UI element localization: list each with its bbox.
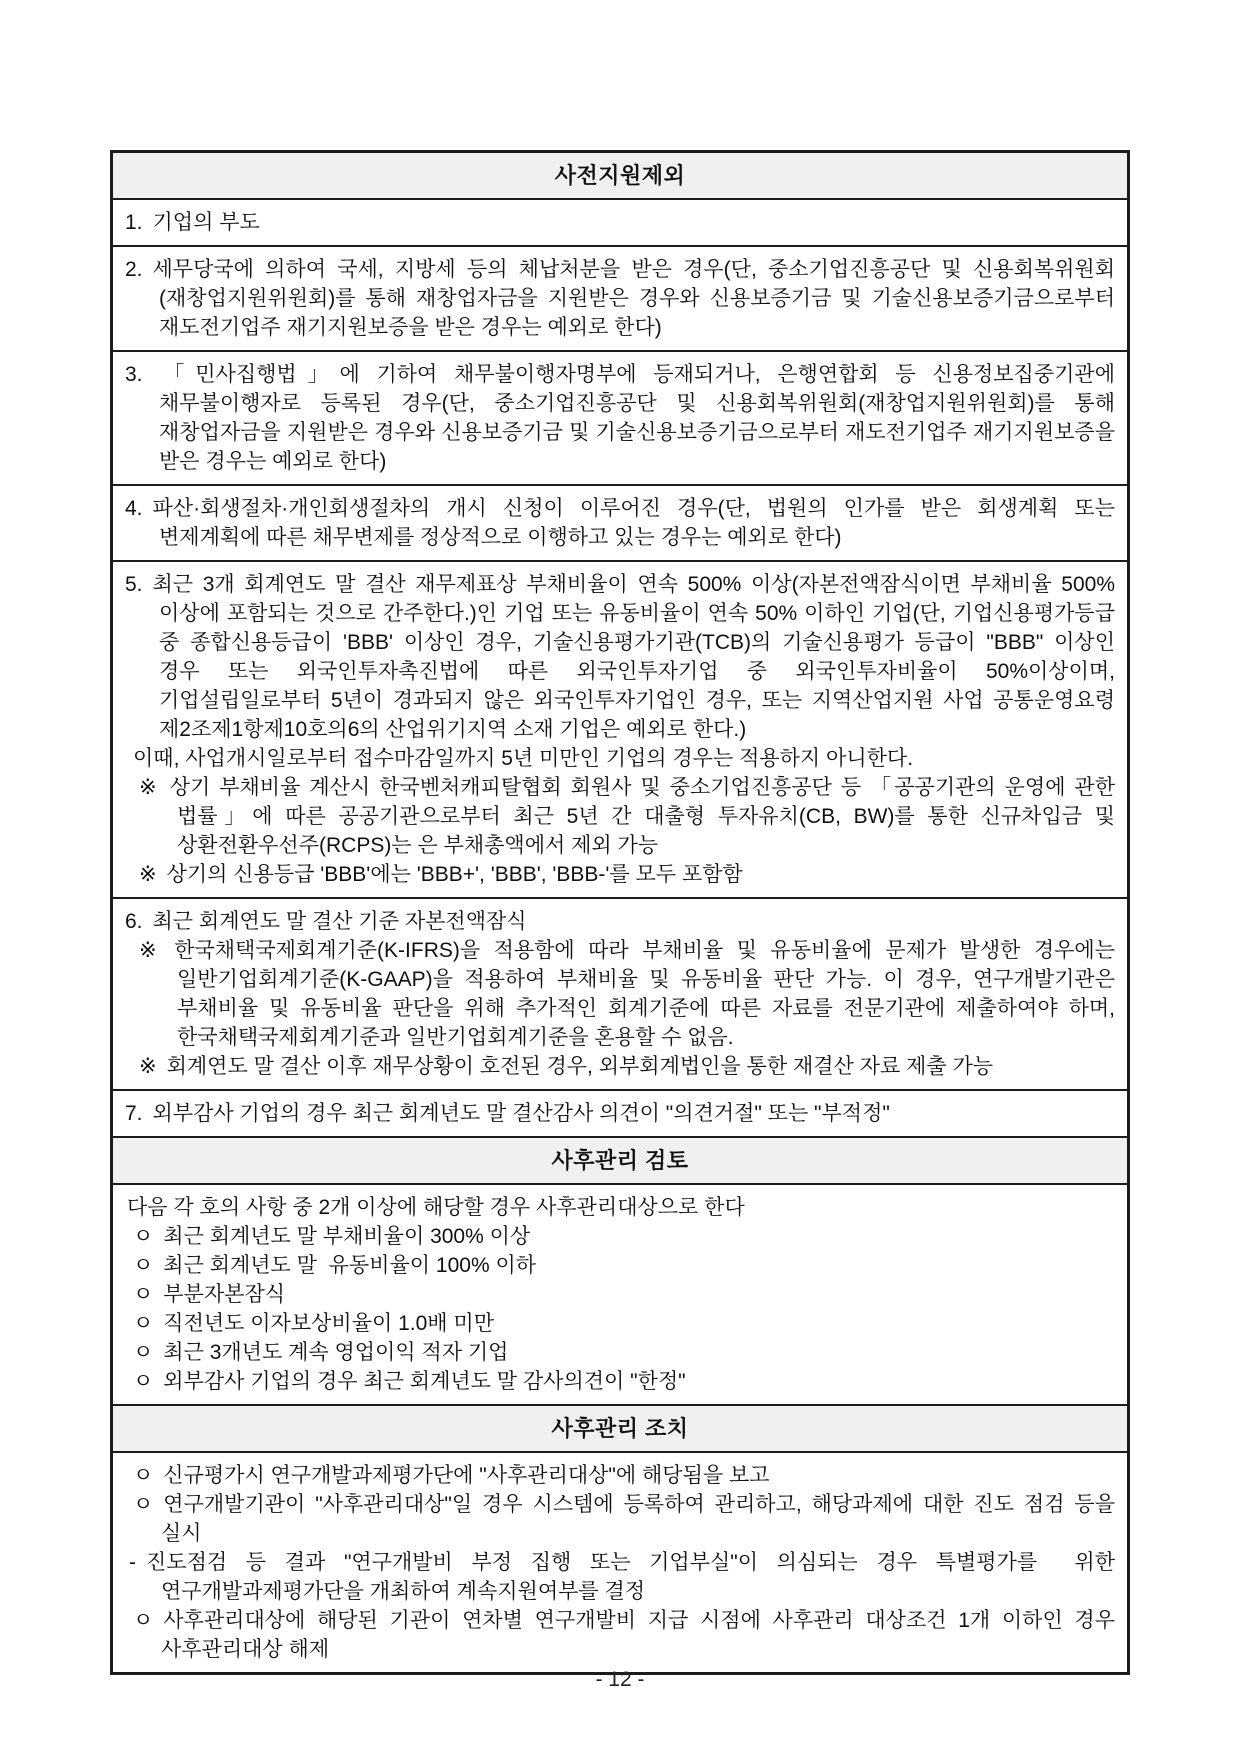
paragraph-marker: ㅇ [133,1370,154,1393]
section-header: 사전지원제외 [113,153,1127,200]
paragraph-marker: ㅇ [133,1225,154,1248]
paragraph-marker: ㅇ [133,1464,154,1487]
paragraph-text: 최근 회계연도 말 결산 기준 자본전액잠식 [152,910,527,933]
paragraph-text: 최근 회계년도 말 유동비율이 100% 이하 [163,1254,537,1277]
paragraph-text: 「민사집행법」에 기하여 채무불이행자명부에 등재되거나, 은행연합회 등 신용정보집중기관에 채무불이행자로 등록된 경우(단, 중소기업진흥공단 및 신용회복위원회(재창업지원위원회)를 통해 재창업자금을 지원받은 경우와 신용보증기금 및 기술신용보증기금으로부터 재도전기업주 재기지원보증을 받은 경우는 예외로 한다) [152,363,1115,473]
paragraph-marker: ※ [139,776,160,799]
section-header: 사후관리 검토 [113,1138,1127,1185]
paragraph [125,1222,1115,1251]
table-row [113,899,1127,1091]
table-row [113,486,1127,562]
table-row [113,1185,1127,1406]
paragraph-text: 연구개발기관이 "사후관리대상"일 경우 시스템에 등록하여 관리하고, 해당과제에 대한 진도 점검 등을 실시 [161,1493,1115,1545]
paragraph-marker: 3. [125,363,143,386]
paragraph-marker: ㅇ [133,1493,154,1516]
paragraph-text: 한국채택국제회계기준(K-IFRS)을 적용함에 따라 부채비율 및 유동비율에 문제가 발생한 경우에는 일반기업회계기준(K-GAAP)을 적용하여 부채비율 및 유동비율 판단 가능. 이 경우, 연구개발기관은 부채비율 및 유동비율 판단을 위해 추가적인 회계기준에 따른 자료를 전문기관에 제출하여야 하며, 한국채택국제회계기준과 일반기업회계기준을 혼용할 수 없음. [174,939,1115,1049]
paragraph [125,773,1115,860]
paragraph-text: 최근 회계년도 말 부채비율이 300% 이상 [163,1225,531,1248]
paragraph-text: 상기 부채비율 계산시 한국벤처캐피탈협회 회원사 및 중소기업진흥공단 등 「공공기관의 운영에 관한 법률」에 따른 공공기관으로부터 최근 5년 간 대출형 투자유치(CB, BW)를 통한 신규차입금 및 상환전환우선주(RCPS)는 은 부채총액에서 제외 가능 [169,776,1115,857]
paragraph [125,1193,1115,1222]
paragraph [125,1052,1115,1081]
paragraph [125,1309,1115,1338]
paragraph [125,744,1115,773]
paragraph-marker: ※ [139,1055,157,1078]
paragraph [125,860,1115,889]
page-number: - 12 - [595,1668,645,1691]
paragraph [125,1099,1115,1128]
paragraph-marker: ㅇ [133,1254,154,1277]
paragraph-text: 진도점검 등 결과 "연구개발비 부정 집행 또는 기업부실"이 의심되는 경우 특별평가를 위한 연구개발과제평가단을 개최하여 계속지원여부를 결정 [146,1551,1115,1603]
paragraph-text: 상기의 신용등급 'BBB'에는 'BBB+', 'BBB', 'BBB-'를 모두 포함함 [166,863,743,886]
table-row [113,352,1127,486]
paragraph [125,1490,1115,1548]
paragraph [125,255,1115,342]
paragraph-marker: 4. [125,497,143,520]
paragraph [125,936,1115,1052]
paragraph-text: 다음 각 호의 사항 중 2개 이상에 해당할 경우 사후관리대상으로 한다 [127,1196,745,1219]
paragraph-text: 파산·회생절차·개인회생절차의 개시 신청이 이루어진 경우(단, 법원의 인가를 받은 회생계획 또는 변제계획에 따른 채무변제를 정상적으로 이행하고 있는 경우는 예외로 한다) [152,497,1115,549]
paragraph-marker: ㅇ [133,1283,154,1306]
paragraph-marker: 7. [125,1102,143,1125]
paragraph [125,208,1115,237]
table-row [113,562,1127,899]
paragraph [125,1367,1115,1396]
paragraph-marker: 5. [125,573,143,596]
paragraph [125,1338,1115,1367]
paragraph-text: 최근 3개 회계연도 말 결산 재무제표상 부채비율이 연속 500% 이상(자본전액잠식이면 부채비율 500% 이상에 포함되는 것으로 간주한다.)인 기업 또는 유동비율이 연속 50% 이하인 기업(단, 기업신용평가등급 중 종합신용등급이 'BBB' 이상인 경우, 기술신용평가기관(TCB)의 기술신용평가 등급이 "BBB" 이상인 경우 또는 외국인투자촉진법에 따른 외국인투자기업 중 외국인투자비율이 50%이상이며, 기업설립일로부터 5년이 경과되지 않은 외국인투자기업인 경우, 또는 지역산업지원 사업 공통운영요령 제2조제1항제10호의6의 산업위기지역 소재 기업은 예외로 한다.) [152,573,1115,741]
paragraph [125,1606,1115,1664]
paragraph-marker: ㅇ [133,1609,154,1632]
paragraph-text: 회계연도 말 결산 이후 재무상황이 호전된 경우, 외부회계법인을 통한 재결산 자료 제출 가능 [166,1055,994,1078]
paragraph-marker: - [129,1551,136,1574]
paragraph-text: 외부감사 기업의 경우 최근 회계년도 말 감사의견이 "한정" [163,1370,686,1393]
paragraph-text: 직전년도 이자보상비율이 1.0배 미만 [163,1312,494,1335]
paragraph-text: 기업의 부도 [152,211,260,234]
paragraph-marker: ※ [139,863,157,886]
paragraph-marker: ※ [139,939,165,962]
paragraph-marker: 6. [125,910,143,933]
paragraph-marker: 2. [125,258,143,281]
table-row [113,247,1127,352]
paragraph-text: 부분자본잠식 [163,1283,286,1306]
paragraph-marker: 1. [125,211,143,234]
paragraph-marker: ㅇ [133,1341,154,1364]
paragraph [125,1548,1115,1606]
section-header: 사후관리 조치 [113,1406,1127,1453]
doc-table [110,150,1130,1675]
table-row [113,200,1127,247]
paragraph-text: 세무당국에 의하여 국세, 지방세 등의 체납처분을 받은 경우(단, 중소기업진흥공단 및 신용회복위원회(재창업지원위원회)를 통해 재창업자금을 지원받은 경우와 신용보증기금 및 기술신용보증기금으로부터 재도전기업주 재기지원보증을 받은 경우는 예외로 한다) [152,258,1115,339]
paragraph [125,907,1115,936]
table-row [113,1453,1127,1672]
paragraph [125,1280,1115,1309]
paragraph [125,494,1115,552]
paragraph [125,360,1115,476]
paragraph-text: 이때, 사업개시일로부터 접수마감일까지 5년 미만인 기업의 경우는 적용하지 아니한다. [133,747,914,770]
paragraph-marker: ㅇ [133,1312,154,1335]
paragraph-text: 최근 3개년도 계속 영업이익 적자 기업 [163,1341,509,1364]
paragraph [125,570,1115,744]
paragraph [125,1461,1115,1490]
table-row [113,1091,1127,1138]
paragraph [125,1251,1115,1280]
paragraph-text: 사후관리대상에 해당된 기관이 연차별 연구개발비 지급 시점에 사후관리 대상조건 1개 이하인 경우 사후관리대상 해제 [161,1609,1115,1661]
paragraph-text: 외부감사 기업의 경우 최근 회계년도 말 결산감사 의견이 "의견거절" 또는 "부적정" [152,1102,890,1125]
paragraph-text: 신규평가시 연구개발과제평가단에 "사후관리대상"에 해당됨을 보고 [163,1464,770,1487]
